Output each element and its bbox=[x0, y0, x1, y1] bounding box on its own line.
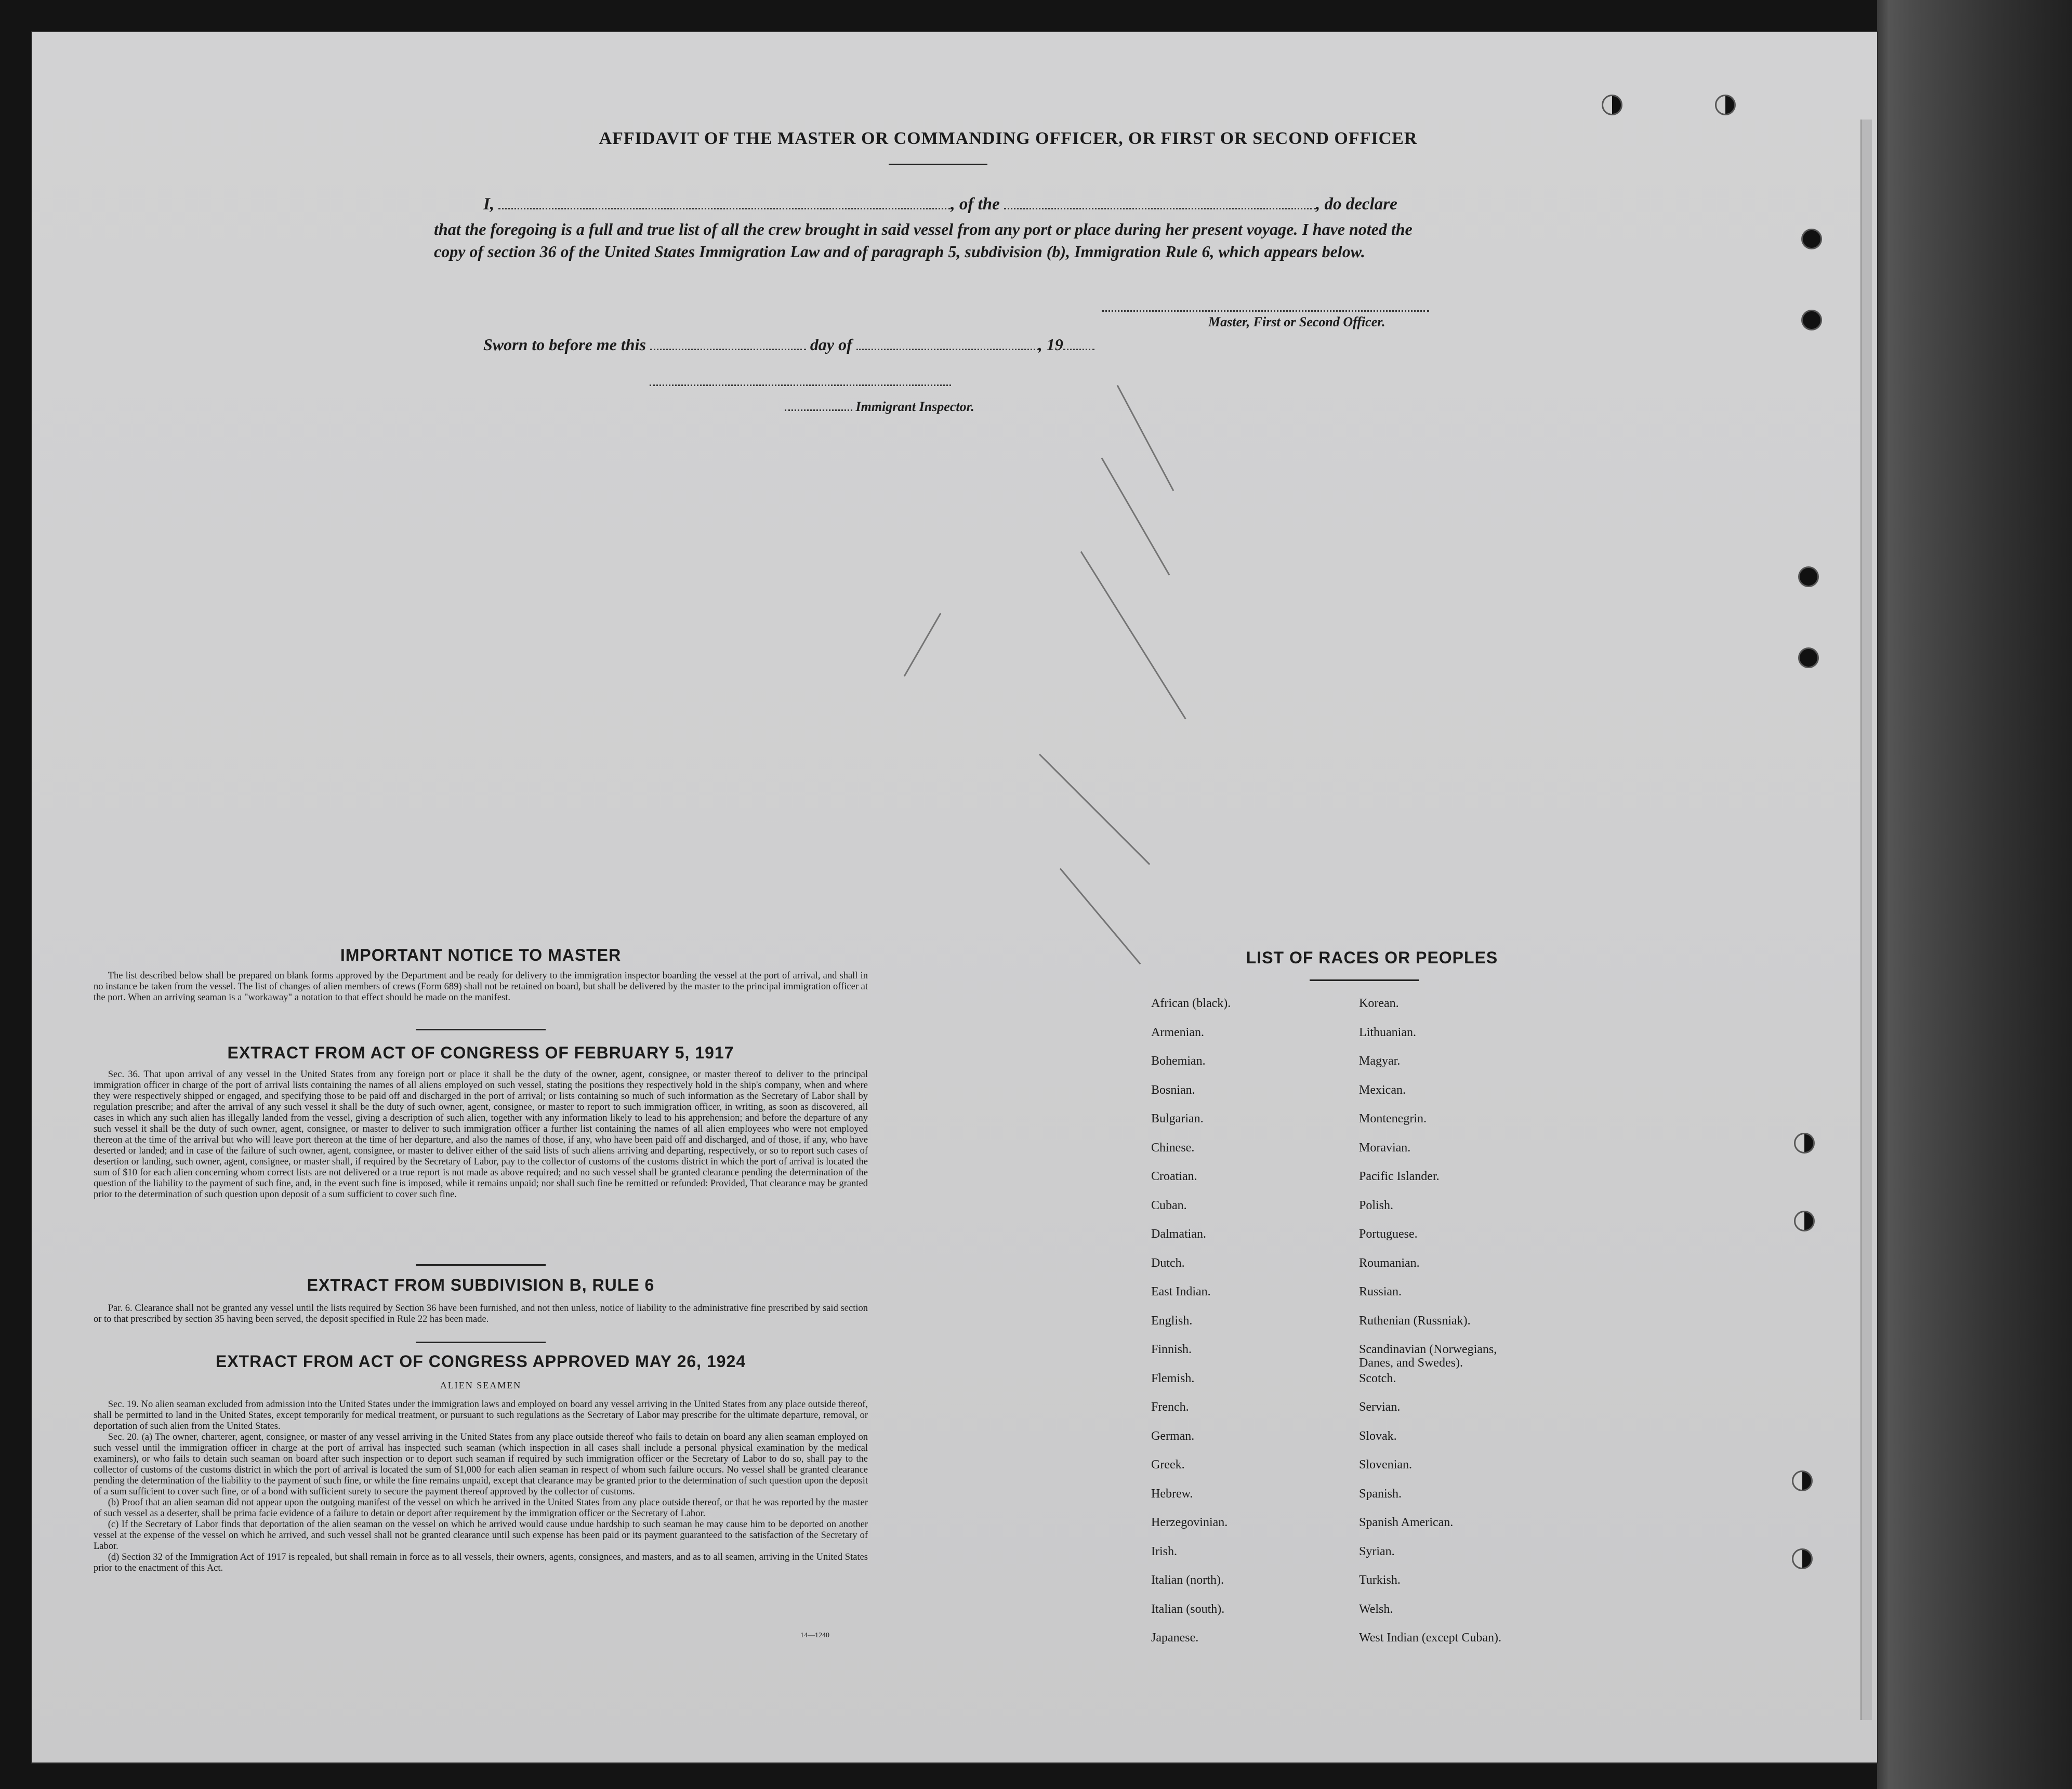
extract-1924-subtitle: ALIEN SEAMEN bbox=[440, 1380, 522, 1390]
inspector-label-row bbox=[785, 399, 974, 415]
punch-hole bbox=[1801, 310, 1822, 330]
race-item: Spanish. bbox=[1359, 1487, 1402, 1501]
race-item: Spanish American. bbox=[1359, 1516, 1454, 1529]
race-item: English. bbox=[1151, 1314, 1193, 1328]
sec-20d-paragraph: (d) Section 32 of the Immigration Act of 1917 is repealed, but shall remain in force as to all vessels, their owners, agents, consignees, and masters, and as to all seamen, arriving in the United States prior to the enactment of this Act. bbox=[94, 1552, 868, 1573]
sworn-day-field[interactable] bbox=[650, 349, 806, 350]
divider bbox=[416, 1264, 546, 1266]
punch-hole bbox=[1715, 95, 1736, 115]
race-item: French. bbox=[1151, 1400, 1189, 1414]
race-item: East Indian. bbox=[1151, 1285, 1211, 1298]
races-title: LIST OF RACES OR PEOPLES bbox=[1246, 948, 1498, 967]
of-the-label: , of the bbox=[951, 195, 1000, 214]
races-right-column bbox=[1359, 997, 1525, 1660]
race-item: Croatian. bbox=[1151, 1170, 1197, 1183]
extract-1917-title: EXTRACT FROM ACT OF CONGRESS OF FEBRUARY 5, 1917 bbox=[227, 1043, 734, 1062]
race-item: Bulgarian. bbox=[1151, 1112, 1204, 1125]
extract-rule6-title: EXTRACT FROM SUBDIVISION B, RULE 6 bbox=[307, 1276, 655, 1294]
race-item: Italian (north). bbox=[1151, 1573, 1224, 1587]
divider bbox=[1310, 979, 1419, 981]
race-item: Moravian. bbox=[1359, 1141, 1411, 1155]
punch-hole bbox=[1794, 1211, 1815, 1231]
race-item: German. bbox=[1151, 1429, 1195, 1443]
sworn-year-field[interactable] bbox=[1063, 349, 1094, 350]
punch-hole bbox=[1801, 229, 1822, 249]
race-item: Greek. bbox=[1151, 1458, 1185, 1472]
race-item: Hebrew. bbox=[1151, 1487, 1193, 1501]
notice-body bbox=[94, 971, 868, 1003]
page-edge-shadow bbox=[1877, 0, 2072, 1789]
notice-paragraph: The list described below shall be prepared on blank forms approved by the Department and be ready for delivery to the immigration inspector boarding the vessel at the port of arrival, and shall in no instance be taken from the vessel. The list of changes of alien members of crews (Form 689) shall not be retained on board, but shall be delivered by the master to the principal immigration officer at the port. When an arriving seaman is a "workaway" a notation to that effect should be made on the manifest. bbox=[94, 971, 868, 1003]
divider bbox=[416, 1342, 546, 1343]
race-item: Portuguese. bbox=[1359, 1227, 1418, 1241]
race-item: Flemish. bbox=[1151, 1371, 1195, 1385]
race-item: Mexican. bbox=[1359, 1083, 1406, 1097]
race-item: Russian. bbox=[1359, 1285, 1402, 1298]
race-item: Herzegovinian. bbox=[1151, 1516, 1228, 1529]
sworn-prefix: Sworn to before me this bbox=[483, 335, 646, 354]
signature-label: Master, First or Second Officer. bbox=[1208, 314, 1385, 329]
race-item: West Indian (except Cuban). bbox=[1359, 1631, 1501, 1645]
race-item: Japanese. bbox=[1151, 1631, 1199, 1645]
race-item: Scandinavian (Norwegians, Danes, and Swedes). bbox=[1359, 1343, 1497, 1370]
race-item: Welsh. bbox=[1359, 1602, 1393, 1616]
affidavit-paragraph: that the foregoing is a full and true list of all the crew brought in said vessel from any port or place during her present voyage. I have noted the copy of section 36 of the United States Immigration Law and of paragraph 5, subdivision (b), Immigration Rule 6, which appears below. bbox=[434, 220, 1413, 261]
divider bbox=[416, 1029, 546, 1030]
race-item: Irish. bbox=[1151, 1544, 1177, 1558]
master-name-field[interactable] bbox=[498, 208, 951, 209]
race-item: Finnish. bbox=[1151, 1343, 1192, 1356]
extract-rule6-paragraph: Par. 6. Clearance shall not be granted any vessel until the lists required by Section 36 have been furnished, and not then unless, notice of liability to the administrative fine prescribed by said section or to that prescribed by section 35 having been served, the deposit specified in Rule 22 has been made. bbox=[94, 1303, 868, 1324]
affidavit-title: AFFIDAVIT OF THE MASTER OR COMMANDING OFFICER, OR FIRST OR SECOND OFFICER bbox=[599, 129, 1418, 148]
race-item: Pacific Islander. bbox=[1359, 1170, 1440, 1183]
race-item: Dalmatian. bbox=[1151, 1227, 1206, 1241]
vessel-name-field[interactable] bbox=[1004, 208, 1316, 209]
race-item: Turkish. bbox=[1359, 1573, 1401, 1587]
binding-strip bbox=[1860, 120, 1872, 1720]
race-item: Montenegrin. bbox=[1359, 1112, 1427, 1125]
year-prefix: , 19 bbox=[1038, 335, 1063, 354]
sec-20a-paragraph: Sec. 20. (a) The owner, charterer, agent, consignee, or master of any vessel arriving in the United States from any place outside thereof who fails to detain on board any alien seaman employed on such vessel until the immigration officer in charge at the port of arrival has inspected such seaman (which inspection in all cases shall include a personal physical examination by the medical examiners), or who fails to detain such seaman on board after such inspection or to deport such seaman if required by such immigration officer or the Secretary of Labor to do so, shall pay to the collector of customs of the customs district in which the port of arrival is located the sum of $1,000 for each alien seaman in respect of whom such failure occurs. No vessel shall be granted clearance pending the determination of the liability to the payment of such fine, or while the fine remains unpaid, except that clearance may be granted prior to the determination of such question upon the deposit of a sum sufficient to cover such fine, or of a bond with sufficient surety to secure the payment thereof approved by the collector of customs. bbox=[94, 1432, 868, 1497]
form-number: 14—1240 bbox=[800, 1632, 829, 1639]
punch-hole bbox=[1798, 566, 1819, 587]
extract-1924-body bbox=[94, 1399, 868, 1574]
inspector-dots bbox=[785, 409, 852, 411]
race-item: Scotch. bbox=[1359, 1371, 1396, 1385]
punch-hole bbox=[1792, 1548, 1813, 1569]
race-item: Armenian. bbox=[1151, 1025, 1204, 1039]
sworn-line bbox=[483, 335, 1094, 354]
extract-1924-title: EXTRACT FROM ACT OF CONGRESS APPROVED MAY 26, 1924 bbox=[215, 1352, 746, 1371]
sec-20c-paragraph: (c) If the Secretary of Labor finds that deportation of the alien seaman on the vessel on which he arrived would cause undue hardship to such seaman he may cause him to be deported on another vessel at the expense of the vessel on which he arrived, and such vessel shall not be granted clearance until such expense has been paid or its payment guaranteed to the satisfaction of the Secretary of Labor. bbox=[94, 1519, 868, 1552]
race-item: Dutch. bbox=[1151, 1256, 1185, 1270]
race-item: Polish. bbox=[1359, 1198, 1394, 1212]
inspector-signature-field[interactable] bbox=[650, 385, 951, 386]
notice-title: IMPORTANT NOTICE TO MASTER bbox=[340, 946, 622, 964]
race-item: Slovenian. bbox=[1359, 1458, 1412, 1472]
race-item: Italian (south). bbox=[1151, 1602, 1225, 1616]
punch-hole bbox=[1792, 1470, 1813, 1491]
races-left-column bbox=[1151, 997, 1231, 1660]
do-declare-label: , do declare bbox=[1316, 195, 1397, 214]
race-item: Slovak. bbox=[1359, 1429, 1397, 1443]
punch-hole bbox=[1794, 1133, 1815, 1154]
punch-hole bbox=[1602, 95, 1622, 115]
race-item: Bosnian. bbox=[1151, 1083, 1195, 1097]
master-signature-field[interactable] bbox=[1102, 310, 1429, 312]
extract-1917-paragraph: Sec. 36. That upon arrival of any vessel in the United States from any foreign port or place it shall be the duty of the owner, agent, consignee, or master thereof to deliver to the principal immigration officer in charge of the port of arrival lists containing the names of all aliens employed on such vessel, stating the positions they respectively hold in the ship's company, when and where they were respectively shipped or engaged, and specifying those to be paid off and discharged in the port of arrival; or lists containing so much of such information as the Secretary of Labor shall by regulation prescribe; and after the arrival of any such vessel it shall be the duty of such owner, agent, consignee, or master to report to such immigration officer, in writing, as soon as discovered, all cases in which any such alien has illegally landed from the vessel, giving a description of such alien, together with any information likely to lead to his apprehension; and before the departure of any such vessel it shall be the duty of such owner, agent, consignee, or master to deliver to such immigration officer a further list containing the names of all alien employees who were not employed thereon at the time of the arrival but who will leave port thereon at the time of her departure, and also the names of those, if any, who have been paid off and discharged, and of those, if any, who have deserted or landed; and in case of the failure of such owner, agent, consignee, or master to deliver either of the said lists of such aliens arriving and departing, respectively, or so to report such cases of desertion or landing, such owner, agent, consignee, or master shall, if required by the Secretary of Labor, pay to the collector of customs of the customs district in which the port of arrival is located the sum of $10 for each alien concerning whom correct lists are not delivered or a true report is not made as above required; and no such vessel shall be granted clearance pending the determination of the question of the liability to the payment of such fine, and, in the event such fine is imposed, while it remains unpaid; nor shall such fine be remitted or refunded: Provided, That clearance may be granted prior to the determination of such question upon deposit of a sum sufficient to cover such fine. bbox=[94, 1069, 868, 1200]
extract-rule6-body bbox=[94, 1303, 868, 1325]
punch-hole bbox=[1798, 647, 1819, 668]
sec-19-paragraph: Sec. 19. No alien seaman excluded from admission into the United States under the immigration laws and employed on board any vessel arriving in the United States from any place outside thereof, shall be permitted to land in the United States, except temporarily for medical treatment, or pursuant to such regulations as the Secretary of Labor may prescribe for the ultimate departure, removal, or deportation of such alien from the United States. bbox=[94, 1399, 868, 1432]
race-item: African (black). bbox=[1151, 997, 1231, 1010]
race-item: Ruthenian (Russniak). bbox=[1359, 1314, 1471, 1328]
extract-1917-body bbox=[94, 1069, 868, 1200]
race-item: Syrian. bbox=[1359, 1544, 1395, 1558]
i-prefix: I, bbox=[483, 195, 495, 214]
race-item: Cuban. bbox=[1151, 1198, 1187, 1212]
race-item: Bohemian. bbox=[1151, 1054, 1206, 1068]
race-item: Korean. bbox=[1359, 997, 1399, 1010]
sworn-month-field[interactable] bbox=[856, 349, 1038, 350]
race-item: Magyar. bbox=[1359, 1054, 1401, 1068]
day-of-label: day of bbox=[810, 335, 852, 354]
race-item: Lithuanian. bbox=[1359, 1025, 1416, 1039]
race-item: Servian. bbox=[1359, 1400, 1401, 1414]
inspector-label: Immigrant Inspector. bbox=[855, 399, 974, 414]
divider bbox=[889, 164, 987, 165]
sec-20b-paragraph: (b) Proof that an alien seaman did not appear upon the outgoing manifest of the vessel on which he arrived in the United States from any place outside thereof, or that he was reported by the master of such vessel as a deserter, shall be prima facie evidence of a failure to detain or deport after requirement by the immigration officer or the Secretary of Labor. bbox=[94, 1498, 868, 1519]
race-item: Chinese. bbox=[1151, 1141, 1195, 1155]
race-item: Roumanian. bbox=[1359, 1256, 1420, 1270]
affidavit-declaration-line bbox=[483, 195, 1397, 214]
